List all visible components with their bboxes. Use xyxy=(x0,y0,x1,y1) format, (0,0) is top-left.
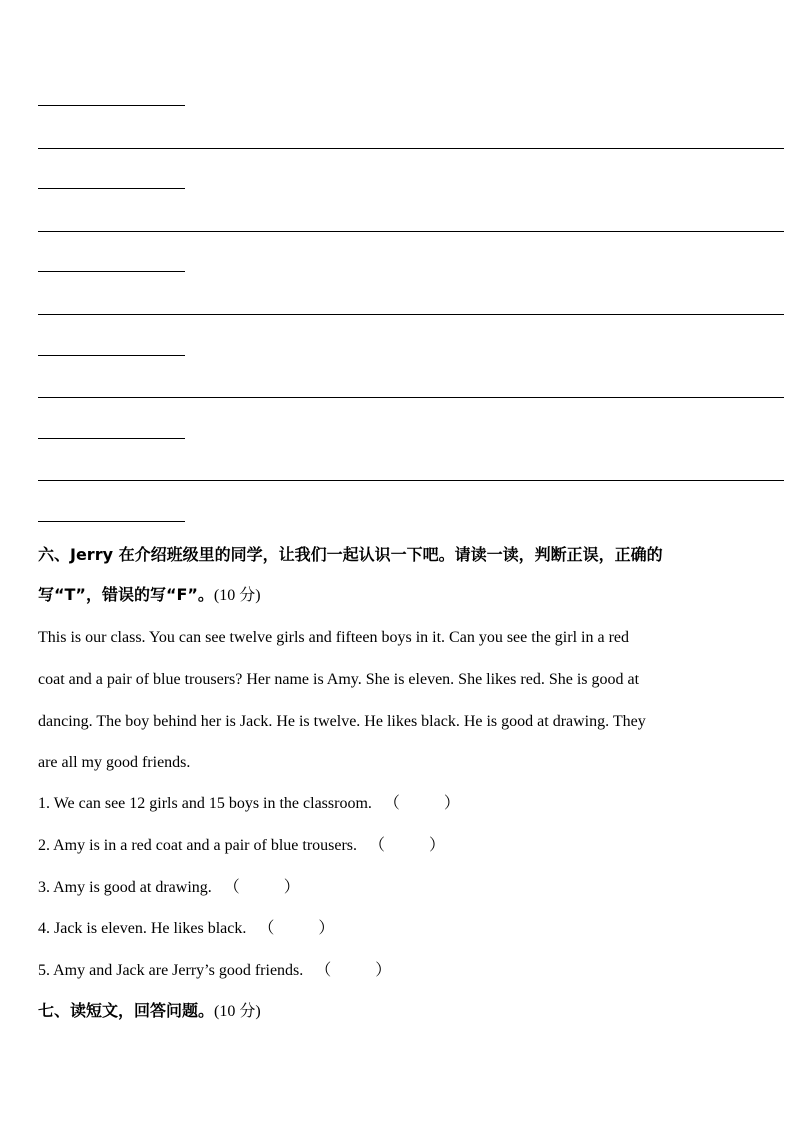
tf-item-text: 2. Amy is in a red coat and a pair of blue trousers. xyxy=(38,837,358,854)
passage-line: This is our class. You can see twelve girls and fifteen boys in it. Can you see the girl in a red xyxy=(38,629,629,646)
answer-paren-close: ） xyxy=(283,879,300,896)
section6-heading-line2 xyxy=(38,585,261,606)
tf-item-text: 1. We can see 12 girls and 15 boys in the classroom. xyxy=(38,795,372,812)
answer-line-short[interactable] xyxy=(38,188,185,189)
section7-score: (10 分) xyxy=(214,1003,261,1020)
section7-heading-text: 七、读短文，回答问题。 xyxy=(38,1001,215,1020)
tf-item-text: 3. Amy is good at drawing. xyxy=(38,879,212,896)
tf-item xyxy=(38,878,300,898)
answer-paren-close: ） xyxy=(429,837,446,854)
tf-item xyxy=(38,794,460,814)
answer-line-long[interactable] xyxy=(38,314,784,315)
tf-item xyxy=(38,836,445,856)
answer-line-short[interactable] xyxy=(38,521,185,522)
answer-paren-close: ） xyxy=(443,795,460,812)
tf-item xyxy=(38,919,334,939)
answer-line-short[interactable] xyxy=(38,355,185,356)
answer-line-short[interactable] xyxy=(38,105,185,106)
answer-paren-open: （ xyxy=(315,962,332,979)
section6-heading-line2-text: 写“T”，错误的写“F”。 xyxy=(38,585,214,604)
passage-line: coat and a pair of blue trousers? Her name is Amy. She is eleven. She likes red. She is good at xyxy=(38,671,640,688)
passage-line: dancing. The boy behind her is Jack. He is twelve. He likes black. He is good at drawing. They xyxy=(38,713,646,730)
section6-heading-line1: 六、Jerry 在介绍班级里的同学，让我们一起认识一下吧。请读一读，判断正误，正确的 xyxy=(38,545,663,564)
tf-item xyxy=(38,961,391,981)
tf-item-text: 5. Amy and Jack are Jerry’s good friends. xyxy=(38,962,304,979)
answer-line-short[interactable] xyxy=(38,438,185,439)
answer-paren-open: （ xyxy=(383,795,400,812)
answer-paren-close: ） xyxy=(318,920,335,937)
answer-paren-open: （ xyxy=(258,920,275,937)
passage-line: are all my good friends. xyxy=(38,754,191,771)
answer-paren-open: （ xyxy=(223,879,240,896)
section6-score: (10 分) xyxy=(213,587,261,604)
answer-paren-close: ） xyxy=(375,962,392,979)
answer-line-long[interactable] xyxy=(38,148,784,149)
answer-line-long[interactable] xyxy=(38,231,784,232)
answer-line-short[interactable] xyxy=(38,271,185,272)
section7-heading xyxy=(38,1001,261,1022)
answer-line-long[interactable] xyxy=(38,397,784,398)
tf-item-text: 4. Jack is eleven. He likes black. xyxy=(38,920,247,937)
answer-paren-open: （ xyxy=(369,837,386,854)
answer-line-long[interactable] xyxy=(38,480,784,481)
